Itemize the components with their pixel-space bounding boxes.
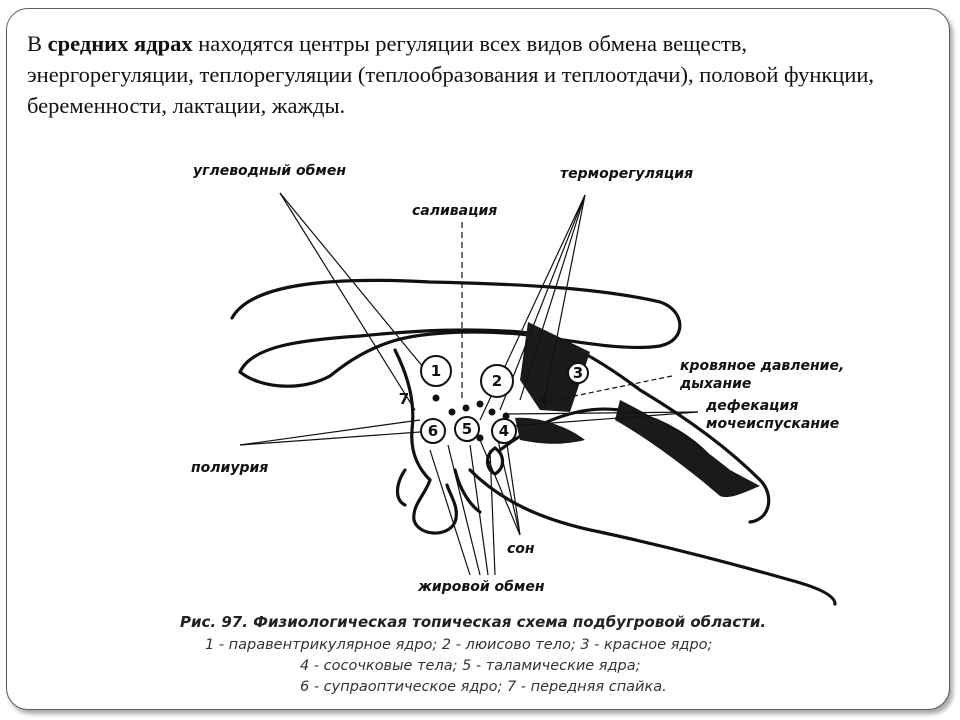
label-blood-pressure: кровяное давление, bbox=[680, 358, 845, 374]
svg-text:5: 5 bbox=[461, 420, 473, 438]
label-micturition: мочеиспускание bbox=[706, 416, 840, 432]
label-defecation: дефекация bbox=[706, 398, 799, 414]
caption-line-1: 1 - паравентрикулярное ядро; 2 - люисово тело; 3 - красное ядро; bbox=[205, 637, 713, 653]
intro-rest: находятся центры регуляции всех видов обмена веществ, энергорегуляции, теплорегуляции (теплообразования и теплоотдачи), половой функции, беременности, лактации, жажды. bbox=[27, 31, 875, 118]
caption-line-2: 4 - сосочковые тела; 5 - таламические ядра; bbox=[300, 658, 641, 674]
nucleus-6 bbox=[421, 419, 445, 443]
nucleus-3 bbox=[568, 363, 588, 383]
svg-text:2: 2 bbox=[491, 372, 503, 390]
svg-text:3: 3 bbox=[572, 364, 584, 382]
svg-text:7: 7 bbox=[398, 390, 410, 408]
caption-title: Рис. 97. Физиологическая топическая схема подбугровой области. bbox=[180, 613, 767, 631]
svg-text:1: 1 bbox=[430, 362, 442, 380]
nucleus-5 bbox=[455, 417, 479, 441]
nucleus-1 bbox=[421, 356, 451, 386]
intro-prefix: В bbox=[27, 31, 48, 56]
svg-text:6: 6 bbox=[427, 422, 439, 440]
nucleus-2 bbox=[481, 365, 513, 397]
label-salivation: саливация bbox=[412, 203, 498, 219]
label-sleep: сон bbox=[507, 541, 535, 557]
svg-text:4: 4 bbox=[498, 422, 510, 440]
nucleus-4 bbox=[492, 419, 516, 443]
label-polyuria: полиурия bbox=[191, 460, 269, 476]
nucleus-7 bbox=[399, 390, 409, 408]
label-thermoregulation: терморегуляция bbox=[560, 166, 694, 182]
caption-line-3: 6 - супраоптическое ядро; 7 - передняя спайка. bbox=[300, 679, 667, 695]
intro-bold-term: средних ядрах bbox=[47, 31, 193, 56]
label-breathing: дыхание bbox=[680, 376, 752, 392]
label-carb-metabolism: углеводный обмен bbox=[193, 163, 346, 179]
label-fat-metabolism: жировой обмен bbox=[418, 579, 545, 595]
shaded-region-lower bbox=[615, 400, 760, 497]
